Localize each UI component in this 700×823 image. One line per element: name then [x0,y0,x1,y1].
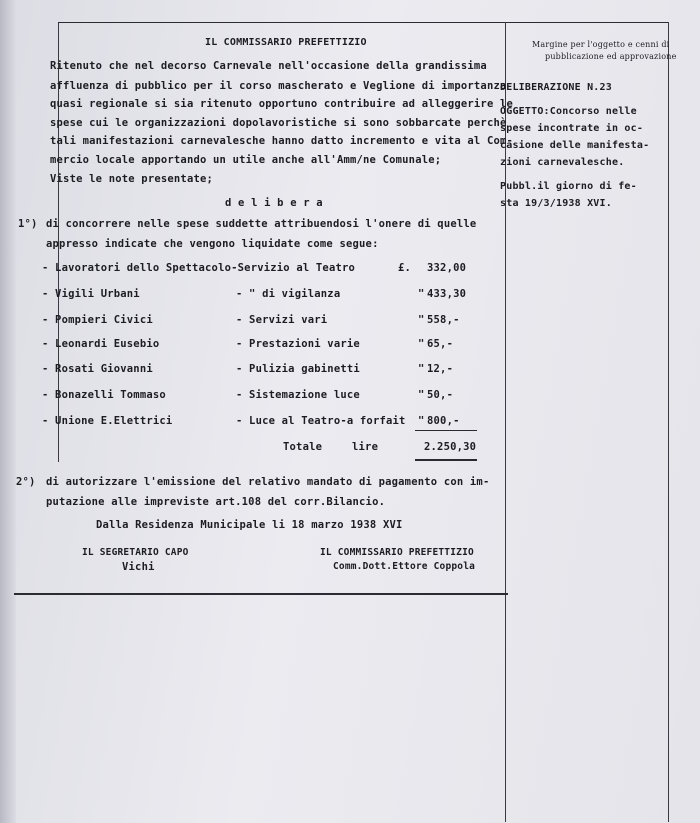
point-1-line-2: appresso indicate che vengono liquidate come segue: [46,238,379,250]
total-unit: lire [352,441,379,453]
expense-payee: - Pompieri Civici [42,314,153,326]
oggetto-line-1: OGGETTO:Concorso nelle [500,106,637,117]
expense-payee: - Bonazelli Tommaso [42,389,166,401]
expense-currency: £. [398,262,412,274]
point-1-line-1: di concorrere nelle spese suddette attribuendosi l'onere di quelle [46,218,477,230]
right-border-line [668,22,669,822]
body-line-3: quasi regionale si sia ritenuto opportuno contribuire ad alleggerire le [50,98,514,110]
body-line-6: mercio locale apportando un utile anche all'Amm/ne Comunale; [50,154,442,166]
total-underline [415,430,477,431]
secretary-title: IL SEGRETARIO CAPO [82,547,189,558]
bottom-rule [14,593,508,595]
date-line: Dalla Residenza Municipale li 18 marzo 1938 XVI [96,519,403,531]
margin-note-line-2: pubblicazione ed approvazione [545,52,677,61]
expense-description: - Servizi vari [236,314,328,326]
oggetto-line-3: casione delle manifesta- [500,140,650,151]
oggetto-line-4: zioni carnevalesche. [500,157,625,168]
delibera-heading: d e l i b e r a [225,197,323,209]
expense-currency: " [418,415,425,427]
expense-currency: " [418,288,425,300]
expense-amount: 65,- [427,338,454,350]
expense-amount: 433,30 [427,288,467,300]
expense-amount: 50,- [427,389,454,401]
expense-amount: 12,- [427,363,454,375]
expense-payee: - Lavoratori dello Spettacolo-Servizio al Teatro [42,262,356,274]
expense-payee: - Vigili Urbani [42,288,140,300]
expense-description: - Luce al Teatro-a forfait [236,415,406,427]
deliberazione-number: DELIBERAZIONE N.23 [500,82,612,93]
expense-currency: " [418,338,425,350]
expense-description: - Prestazioni varie [236,338,360,350]
point-2-number: 2°) [16,476,36,488]
top-border-line [58,22,668,23]
body-line-4: spese cui le organizzazioni dopolavoristiche si sono sobbarcate perchè [50,117,507,129]
expense-currency: " [418,389,425,401]
body-line-2: affluenza di pubblico per il corso mascherato e Veglione di importanza [50,80,507,92]
margin-note-line-1: Margine per l'oggetto e cenni di [532,40,670,49]
document-title: IL COMMISSARIO PREFETTIZIO [205,37,367,48]
pubblicazione-line-1: Pubbl.il giorno di fe- [500,181,637,192]
commissioner-name: Comm.Dott.Ettore Coppola [333,561,476,572]
secretary-name: Vichi [122,561,155,573]
pubblicazione-line-2: sta 19/3/1938 XVI. [500,198,612,209]
expense-description: - Sistemazione luce [236,389,360,401]
expense-payee: - Rosati Giovanni [42,363,153,375]
point-1-number: 1°) [18,218,38,230]
oggetto-line-2: spese incontrate in oc- [500,123,644,134]
expense-description: - " di vigilanza [236,288,341,300]
expense-payee: - Unione E.Elettrici [42,415,173,427]
point-2-line-2: putazione alle impreviste art.108 del corr.Bilancio. [46,496,386,508]
expense-currency: " [418,314,425,326]
total-label: Totale [283,441,323,453]
total-double-underline [415,459,477,461]
expense-amount: 332,00 [427,262,467,274]
point-2-line-1: di autorizzare l'emissione del relativo mandato di pagamento con im- [46,476,490,488]
commissioner-title: IL COMMISSARIO PREFETTIZIO [320,547,474,558]
total-amount: 2.250,30 [424,441,477,453]
expense-amount: 558,- [427,314,460,326]
expense-currency: " [418,363,425,375]
expense-description: - Pulizia gabinetti [236,363,360,375]
expense-amount: 800,- [427,415,460,427]
body-line-1: Ritenuto che nel decorso Carnevale nell'occasione della grandissima [50,60,487,72]
page-edge-shadow [0,0,16,823]
body-line-7: Viste le note presentate; [50,173,214,185]
expense-payee: - Leonardi Eusebio [42,338,160,350]
body-line-5: tali manifestazioni carnevalesche hanno datto incremento e vita al Com- [50,135,514,147]
